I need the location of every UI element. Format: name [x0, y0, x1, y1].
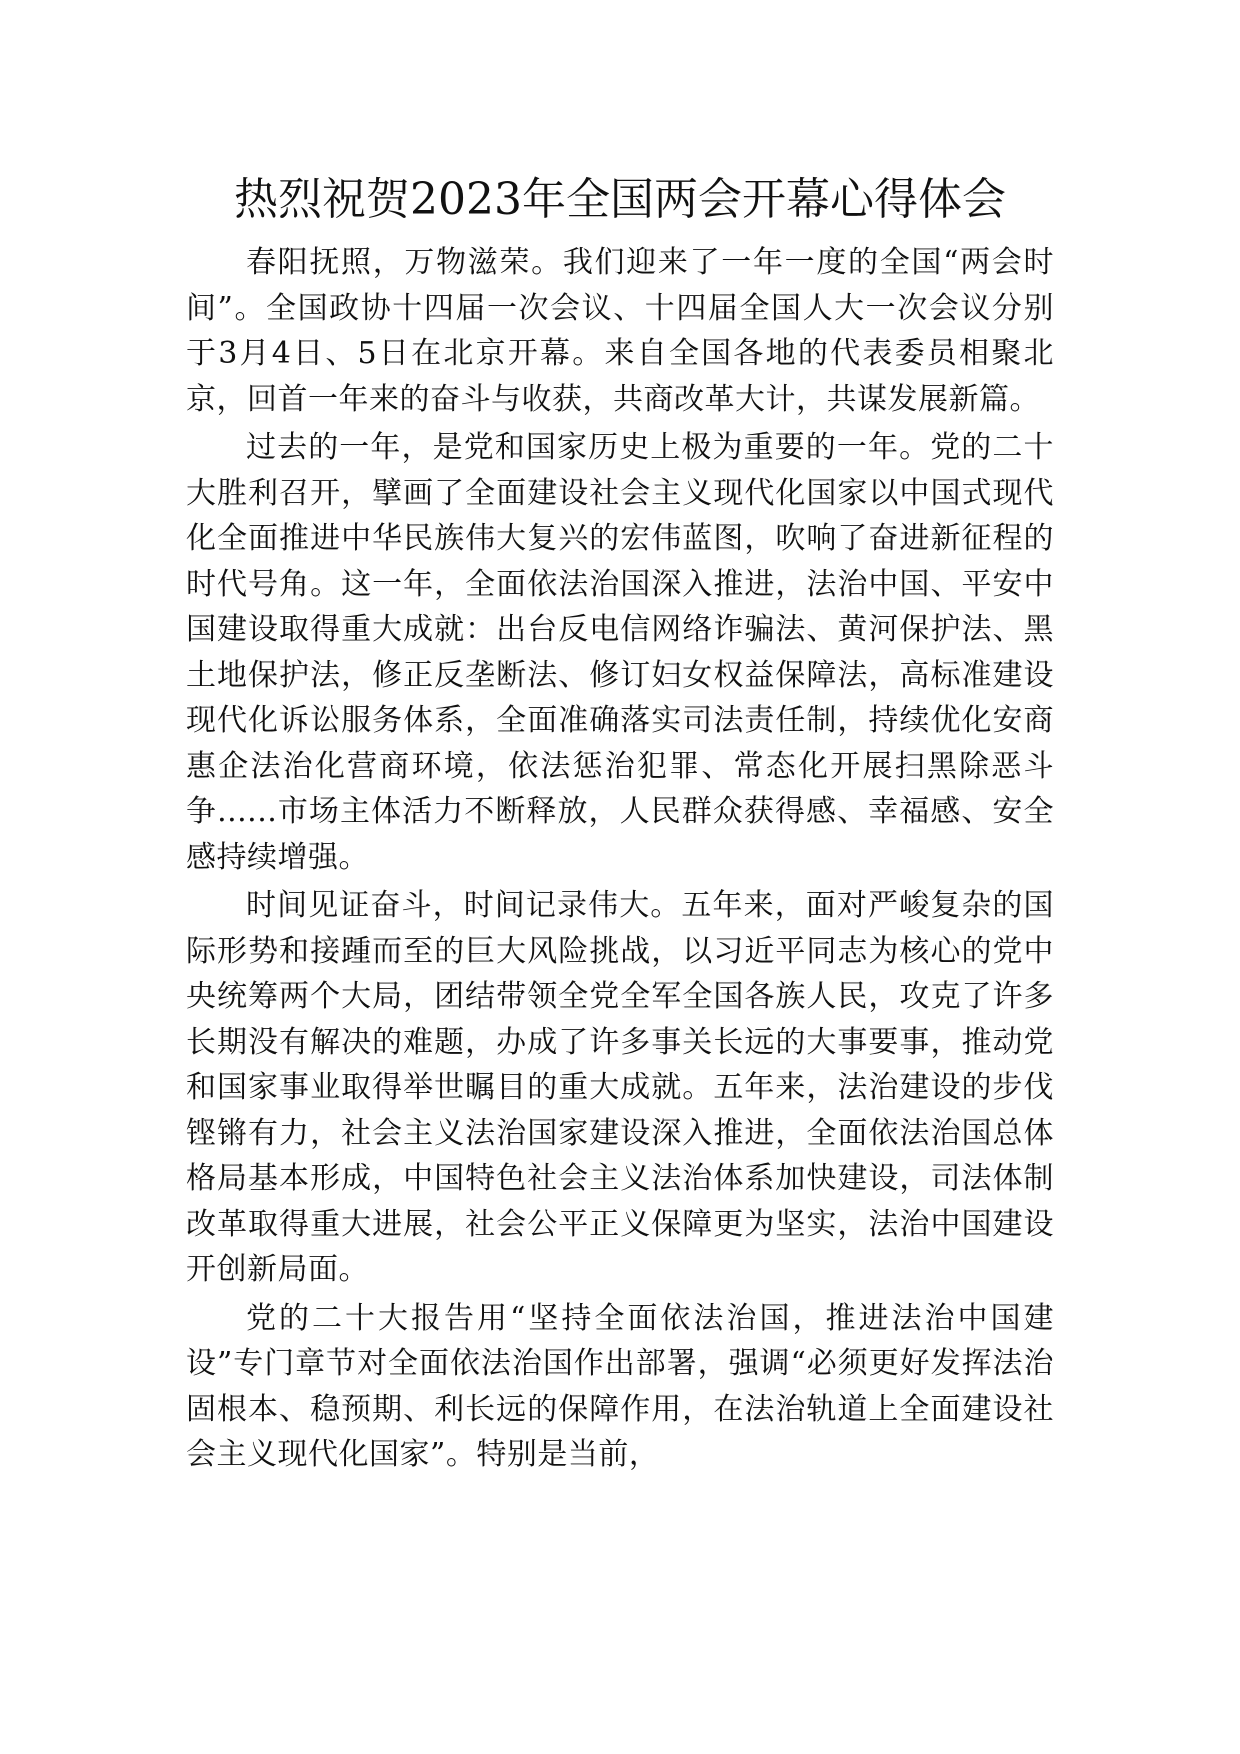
body-paragraph-4: 党的二十大报告用“坚持全面依法治国，推进法治中国建设”专门章节对全面依法治国作出部署，强调“必须更好发挥法治固根本、稳预期、利长远的保障作用，在法治轨道上全面建设社会主义现代化国家”。特别是当前， — [186, 1300, 1054, 1472]
document-body — [186, 240, 1054, 1481]
body-paragraph-2: 过去的一年，是党和国家历史上极为重要的一年。党的二十大胜利召开，擘画了全面建设社会主义现代化国家以中国式现代化全面推进中华民族伟大复兴的宏伟蓝图，吹响了奋进新征程的时代号角。这一年，全面依法治国深入推进，法治中国、平安中国建设取得重大成就：出台反电信网络诈骗法、黄河保护法、黑土地保护法，修正反垄断法、修订妇女权益保障法，高标准建设现代化诉讼服务体系，全面准确落实司法责任制，持续优化安商惠企法治化营商环境，依法惩治犯罪、常态化开展扫黑除恶斗争......市场主体活力不断释放，人民群众获得感、幸福感、安全感持续增强。 — [186, 430, 1054, 875]
body-paragraph-3: 时间见证奋斗，时间记录伟大。五年来，面对严峻复杂的国际形势和接踵而至的巨大风险挑战，以习近平同志为核心的党中央统筹两个大局，团结带领全党全军全国各族人民，攻克了许多长期没有解决的难题，办成了许多事关长远的大事要事，推动党和国家事业取得举世瞩目的重大成就。五年来，法治建设的步伐铿锵有力，社会主义法治国家建设深入推进，全面依法治国总体格局基本形成，中国特色社会主义法治体系加快建设，司法体制改革取得重大进展，社会公平正义保障更为坚实，法治中国建设开创新局面。 — [186, 888, 1054, 1287]
document-title: 热烈祝贺2023年全国两会开幕心得体会 — [234, 174, 1006, 225]
body-paragraph-1: 春阳抚照，万物滋荣。我们迎来了一年一度的全国“两会时间”。全国政协十四届一次会议、十四届全国人大一次会议分别于3月4日、5日在北京开幕。来自全国各地的代表委员相聚北京，回首一年来的奋斗与收获，共商改革大计，共谋发展新篇。 — [186, 245, 1054, 417]
